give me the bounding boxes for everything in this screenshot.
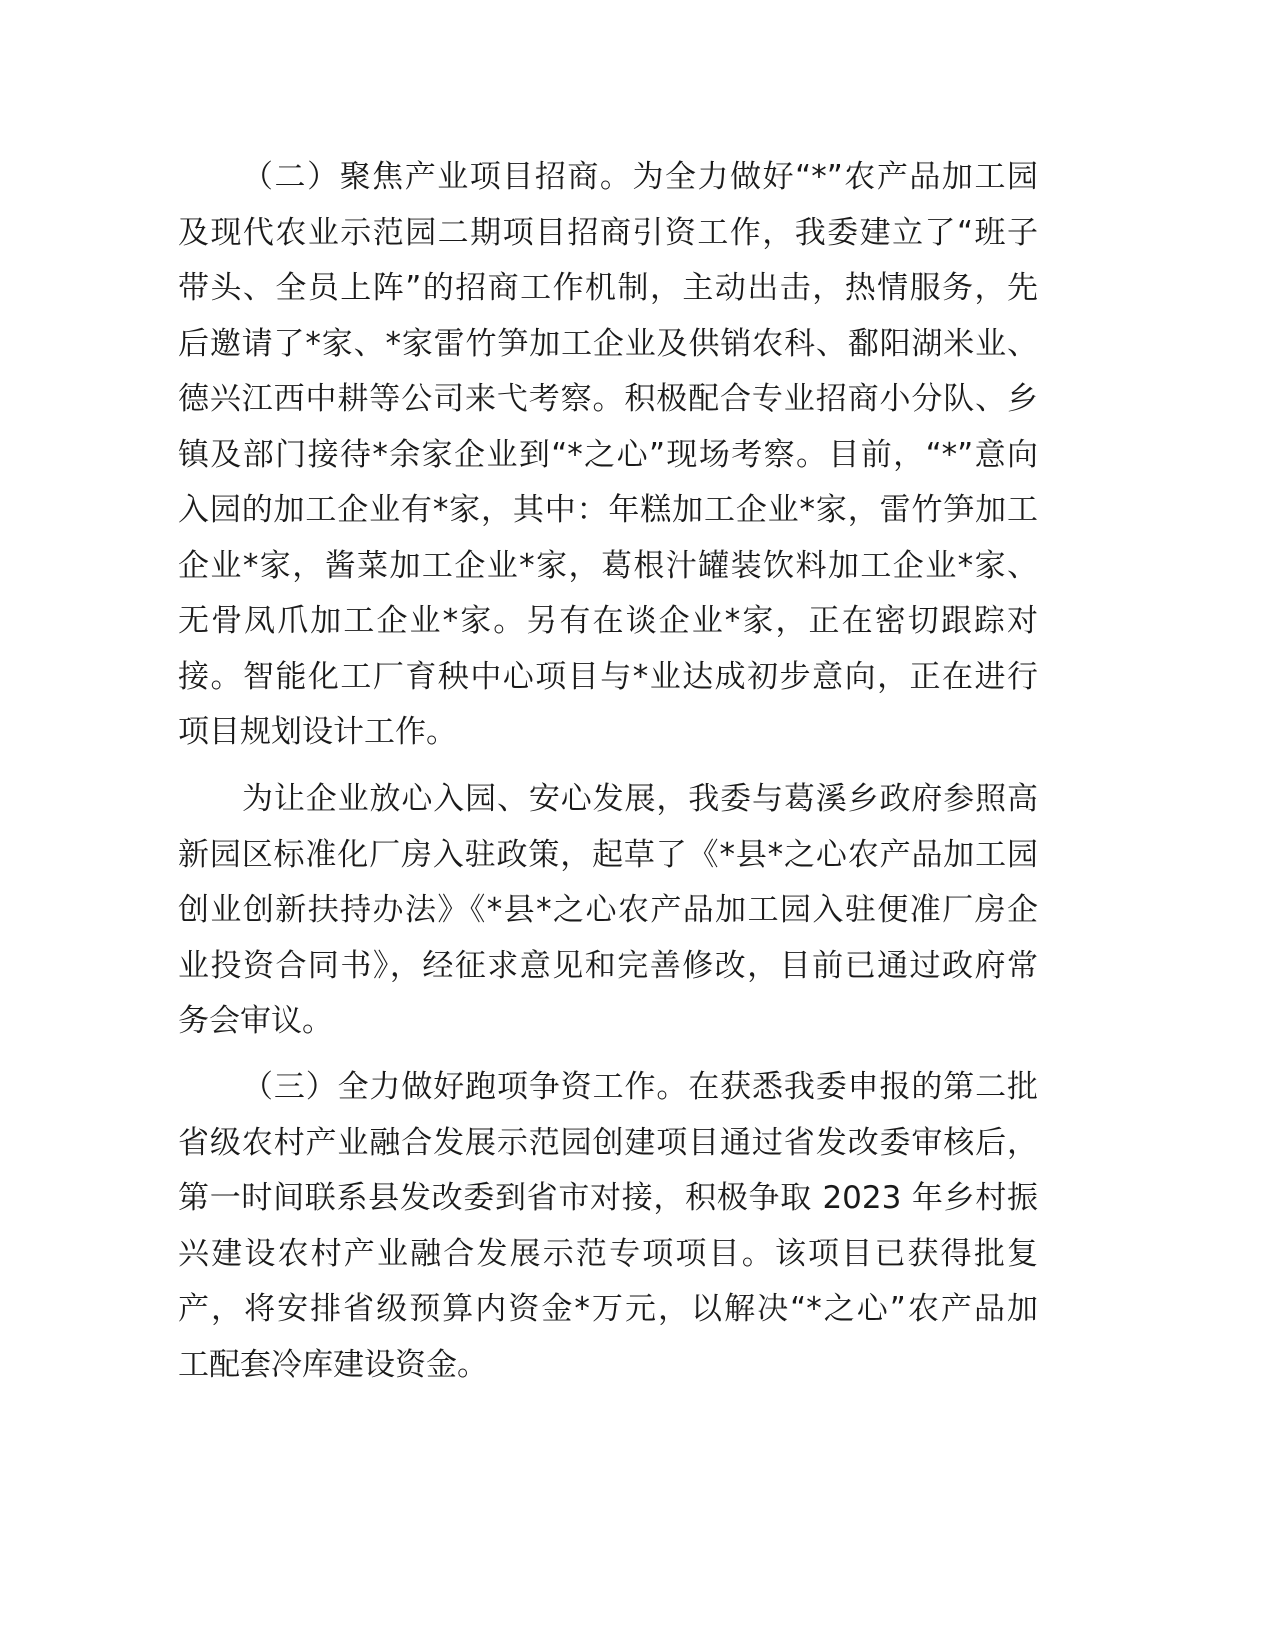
- text-line: 第一时间联系县发改委到省市对接，积极争取 2023 年乡村振: [178, 1180, 1038, 1216]
- text-line: 兴建设农村产业融合发展示范专项项目。该项目已获得批复: [178, 1235, 1038, 1272]
- text-line: 项目规划设计工作。: [178, 714, 457, 750]
- text-line: （三）全力做好跑项争资工作。在获悉我委申报的第二批: [242, 1069, 1038, 1105]
- text-line: 工配套冷库建设资金。: [178, 1346, 488, 1383]
- text-line: 后邀请了*家、*家雷竹笋加工企业及供销农科、鄱阳湖米业、: [178, 325, 1038, 362]
- text-line: 为让企业放心入园、安心发展，我委与葛溪乡政府参照高: [242, 781, 1038, 817]
- text-line: 镇及部门接待*余家企业到“*之心”现场考察。目前，“*”意向: [178, 436, 1038, 473]
- text-line: 无骨凤爪加工企业*家。另有在谈企业*家，正在密切跟踪对: [178, 603, 1038, 639]
- text-line: 入园的加工企业有*家，其中：年糕加工企业*家，雷竹笋加工: [178, 492, 1038, 528]
- text-line: 企业*家，酱菜加工企业*家，葛根汁罐装饮料加工企业*家、: [178, 547, 1038, 584]
- text-line: 及现代农业示范园二期项目招商引资工作，我委建立了“班子: [178, 214, 1038, 251]
- text-line: 产，将安排省级预算内资金*万元，以解决“*之心”农产品加: [178, 1291, 1038, 1327]
- text-line: 新园区标准化厂房入驻政策，起草了《*县*之心农产品加工园: [178, 836, 1038, 873]
- paragraph-enterprise-policy: [178, 772, 1038, 1050]
- text-line: 接。智能化工厂育秧中心项目与*业达成初步意向，正在进行: [178, 658, 1038, 695]
- text-line: 省级农村产业融合发展示范园创建项目通过省发改委审核后，: [178, 1124, 1038, 1161]
- paragraph-investment-attraction: [178, 150, 1038, 761]
- text-line: 业投资合同书》，经征求意见和完善修改，目前已通过政府常: [178, 947, 1038, 984]
- text-line: （二）聚焦产业项目招商。为全力做好“*”农产品加工园: [242, 159, 1038, 195]
- paragraph-project-funding: [178, 1060, 1038, 1393]
- text-line: 德兴江西中耕等公司来弋考察。积极配合专业招商小分队、乡: [178, 381, 1038, 417]
- text-line: 带头、全员上阵”的招商工作机制，主动出击，热情服务，先: [178, 270, 1038, 306]
- text-line: 务会审议。: [178, 1003, 333, 1039]
- text-line: 创业创新扶持办法》《*县*之心农产品加工园入驻便准厂房企: [178, 892, 1038, 928]
